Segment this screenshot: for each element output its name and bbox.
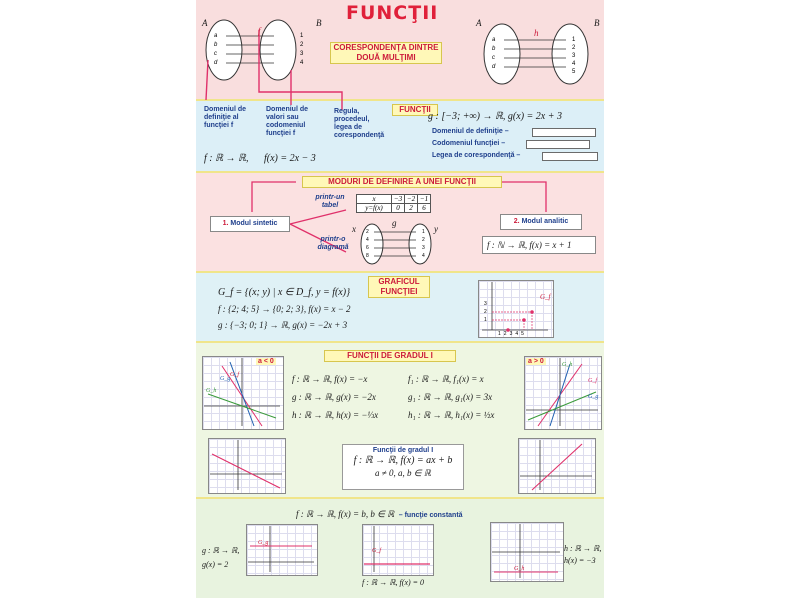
gf-definition: G_f = {(x; y) | x ∈ D_f, y = f(x)} xyxy=(218,287,351,298)
diagram-x-label: x xyxy=(352,224,356,234)
pos-gh-label: G_h xyxy=(562,362,573,368)
modul-sintetic-box: 1. Modul sintetic xyxy=(210,216,290,232)
correspondence-box: CORESPONDENŢA DINTRE DOUĂ MULŢIMI xyxy=(330,42,442,64)
pos-gg-label: G_g xyxy=(588,394,599,400)
g-line: g : {−3; 0; 1} → ℝ, g(x) = −2x + 3 xyxy=(218,320,348,330)
h-const-val: h(x) = −3 xyxy=(564,556,596,565)
poster xyxy=(196,0,604,598)
set-b-label-2: B xyxy=(594,18,600,28)
neg-formulas: f : ℝ → ℝ, f(x) = −x g : ℝ → ℝ, g(x) = −2x h : ℝ → ℝ, h(x) = −⅓x xyxy=(292,374,379,420)
left-set-b-items: 1 2 3 4 xyxy=(300,33,304,66)
grafic-header: GRAFICUL FUNCŢIEI xyxy=(368,276,430,298)
h-const-def: h : ℝ → ℝ, xyxy=(564,544,602,553)
f-label: f xyxy=(258,26,261,36)
pos-line-graph-marks xyxy=(518,438,594,492)
g-definition: g : [−3; +∞) → ℝ, g(x) = 2x + 3 xyxy=(428,111,562,122)
neg-line-graph-marks xyxy=(208,438,284,492)
diagram-left-items: 2 4 6 8 xyxy=(366,229,369,259)
rule-label: Regula, procedeul, legea de corespondenţă xyxy=(334,108,385,139)
set-b-label: B xyxy=(316,18,322,28)
h-label: h xyxy=(534,28,539,38)
grafic-y-ticks: 3 2 1 xyxy=(484,301,487,323)
h-const-graph-marks xyxy=(490,522,562,580)
gg-const-label: G_g xyxy=(258,540,269,546)
grafic-x-ticks: 1 2 3 4 5 xyxy=(498,331,524,337)
g-const-val: g(x) = 2 xyxy=(202,560,229,569)
moduri-header: MODURI DE DEFINIRE A UNEI FUNCŢII xyxy=(302,176,502,188)
modul-analitic-box: 2. Modul analitic xyxy=(500,214,582,230)
neg-gg-label: G_g xyxy=(220,376,231,382)
domain-label: Domeniul de definiţie al funcţiei f xyxy=(204,106,247,129)
codomain-label: Domeniul de valori sau codomeniul funcţiei f xyxy=(266,106,309,137)
g-const-def: g : ℝ → ℝ, xyxy=(202,546,240,555)
diagram-g-label: g xyxy=(392,218,397,228)
f-line: f : {2; 4; 5} → {0; 2; 3}, f(x) = x − 2 xyxy=(218,304,351,314)
left-set-a-items: a b c d xyxy=(214,33,218,66)
gradul1-header: FUNCŢII DE GRADUL I xyxy=(324,350,456,362)
neg-gh-label: G_h xyxy=(206,388,217,394)
f-map: f : ℝ → ℝ, xyxy=(204,153,249,164)
codomain-field[interactable] xyxy=(526,140,590,149)
field-rule-label: Legea de corespondenţă – xyxy=(432,152,521,159)
diagram-y-label: y xyxy=(434,224,438,234)
page-title: FUNCŢII xyxy=(346,2,439,24)
neg-label: a < 0 xyxy=(258,358,274,365)
pos-gf-label: G_f xyxy=(588,378,597,384)
grafic-plot-marks xyxy=(478,280,552,336)
constanta-title: f : ℝ → ℝ, f(x) = b, b ∈ ℝ – funcţie constantă xyxy=(296,509,463,519)
gh-const-label: G_h xyxy=(514,566,525,572)
neg-gf-label: G_f xyxy=(230,372,239,378)
gf-const-label: G_f xyxy=(372,548,381,554)
separator xyxy=(196,497,604,499)
values-table: x −3 −2 −1 y=f(x) 0 2 6 xyxy=(356,194,431,213)
functii-header: FUNCŢII xyxy=(392,104,438,116)
printr-un-tabel-label: printr-un tabel xyxy=(315,194,345,209)
printr-o-diagrama-label: printr-o diagramă xyxy=(317,236,349,251)
rule-field[interactable] xyxy=(542,152,598,161)
diagram-right-items: 1 2 3 4 xyxy=(422,229,425,259)
right-set-b-items: 1 2 3 4 5 xyxy=(572,37,576,75)
right-set-a-items: a b c d xyxy=(492,37,496,70)
analitic-formula-box: f : ℕ → ℝ, f(x) = x + 1 xyxy=(482,236,596,254)
field-codomain-label: Codomeniul funcţiei – xyxy=(432,140,506,147)
gradul1-definition-box: Funcţii de gradul I f : ℝ → ℝ, f(x) = ax + b a ≠ 0, a, b ∈ ℝ xyxy=(342,444,464,490)
pos-formulas: f₁ : ℝ → ℝ, f₁(x) = x g₁ : ℝ → ℝ, g₁(x) = 3x h₁ : ℝ → ℝ, h₁(x) = ½x xyxy=(408,374,495,420)
f-const-def: f : ℝ → ℝ, f(x) = 0 xyxy=(362,578,425,587)
separator xyxy=(196,341,604,343)
set-a-label: A xyxy=(202,18,208,28)
domain-field[interactable] xyxy=(532,128,596,137)
set-a-label-2: A xyxy=(476,18,482,28)
g-const-graph-marks xyxy=(246,524,316,574)
f-formula: f(x) = 2x − 3 xyxy=(264,153,316,164)
field-domain-label: Domeniul de definiţie – xyxy=(432,128,509,135)
gf-plot-label: G_f xyxy=(540,293,551,301)
pos-label: a > 0 xyxy=(528,358,544,365)
